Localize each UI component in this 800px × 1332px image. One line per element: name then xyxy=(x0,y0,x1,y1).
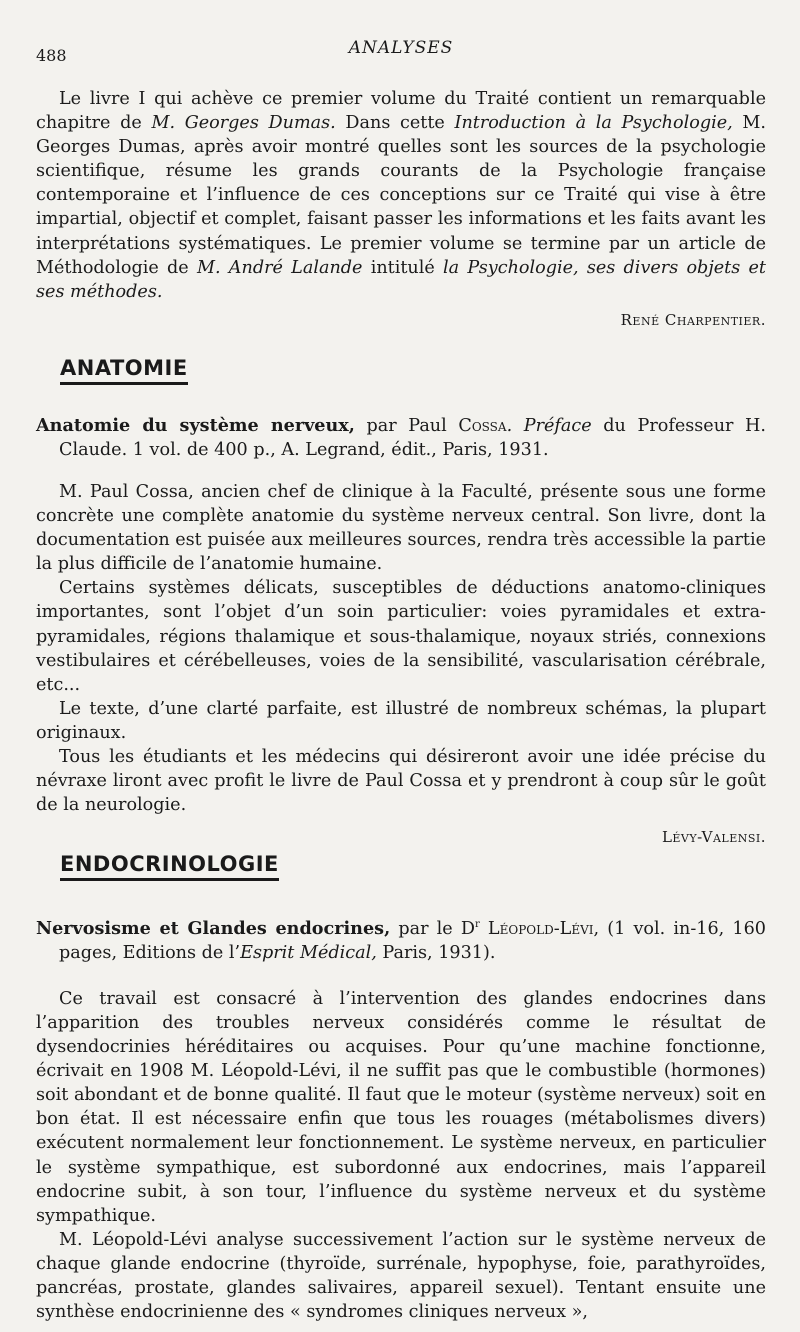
endocrinologie-entry-head: Nervosisme et Glandes endocrines, par le $D^r$ Léopold-Lévi, (1 vol. in-16, 160 pages, Editions de l’Esprit Médical, Paris, 1931). xyxy=(36,917,766,963)
section-heading-endocrinologie: ENDOCRINOLOGIE xyxy=(60,852,279,881)
intro-paragraph: Le livre I qui achève ce premier volume du Traité contient un remarquable chapitre de M. Georges Dumas. Dans cette Introduction à la Psychologie, M. Georges Dumas, après avoir montré quelles sont les sources de la psychologie scientifique, résume les grands courants de la Psychologie française contemporaine et l’influence de ces conceptions sur ce Traité qui vise à être impartial, objectif et complet, faisant passer les informations et les faits avant les interprétations systématiques. Le premier volume se termine par un article de Méthodologie de M. André Lalande intitulé la Psychologie, ses divers objets et ses méthodes. xyxy=(36,89,767,302)
intro-signature: René Charpentier. xyxy=(620,310,766,329)
endocrinologie-section xyxy=(36,913,766,1324)
section-heading-anatomie: ANATOMIE xyxy=(60,356,188,385)
anatomie-entry-head: Anatomie du système nerveux, par Paul Cossa. Préface du Professeur H. Claude. 1 vol. de 400 p., A. Legrand, édit., Paris, 1931. xyxy=(36,415,766,460)
endocrinologie-paragraph: M. Léopold-Lévi analyse successivement l’action sur le système nerveux de chaque glande endocrine (thyroïde, surrénale, hypophyse, foie, parathyroïdes, pancréas, prostate, glandes salivaires, appareil sexuel). Tentant ensuite une synthèse endocrinienne des « syndromes cliniques nerveux », xyxy=(36,1229,766,1323)
anatomie-paragraph: M. Paul Cossa, ancien chef de clinique à la Faculté, présente sous une forme concrète une complète anatomie du système nerveux central. Son livre, dont la documentation est puisée aux meilleures sources, rendra très accessible la partie la plus difficile de l’anatomie humaine. xyxy=(36,482,766,575)
anatomie-section xyxy=(36,414,766,849)
anatomie-signature: Lévy-Valensi. xyxy=(661,828,766,847)
running-head xyxy=(36,38,766,64)
endocrinologie-paragraph: Ce travail est consacré à l’intervention des glandes endocrines dans l’apparition des troubles nerveux considérés comme le résultat de dysendocrinies héréditaires ou acquises. Pour qu’une machine fonctionne, écrivait en 1908 M. Léopold-Lévi, il ne suffit pas que le combustible (hormones) soit abondant et de bonne qualité. Il faut que le moteur (système nerveux) soit en bon état. Il est nécessaire enfin que tous les rouages (métabolismes divers) exécutent normalement leur fonctionnement. Le système nerveux, en particulier le système sympathique, est subordonné aux endocrines, mais l’appareil endocrine subit, à son tour, l’influence du système nerveux et du système sympathique. xyxy=(36,988,766,1226)
intro-section xyxy=(36,87,766,332)
anatomie-paragraph: Tous les étudiants et les médecins qui désireront avoir une idée précise du névraxe liront avec profit le livre de Paul Cossa et y prendront à coup sûr le goût de la neurologie. xyxy=(36,747,766,816)
page-number: 488 xyxy=(36,46,67,65)
running-title: ANALYSES xyxy=(348,38,454,58)
anatomie-paragraph: Certains systèmes délicats, susceptibles de déductions anatomo-cliniques importantes, sont l’objet d’un soin particulier: voies pyramidales et extra-pyramidales, régions thalamique et sous-thalamique, noyaux striés, connexions vestibulaires et cérébelleuses, voies de la sensibilité, vascularisation cérébrale, etc... xyxy=(36,578,766,695)
anatomie-paragraph: Le texte, d’une clarté parfaite, est illustré de nombreux schémas, la plupart originaux. xyxy=(36,698,766,743)
